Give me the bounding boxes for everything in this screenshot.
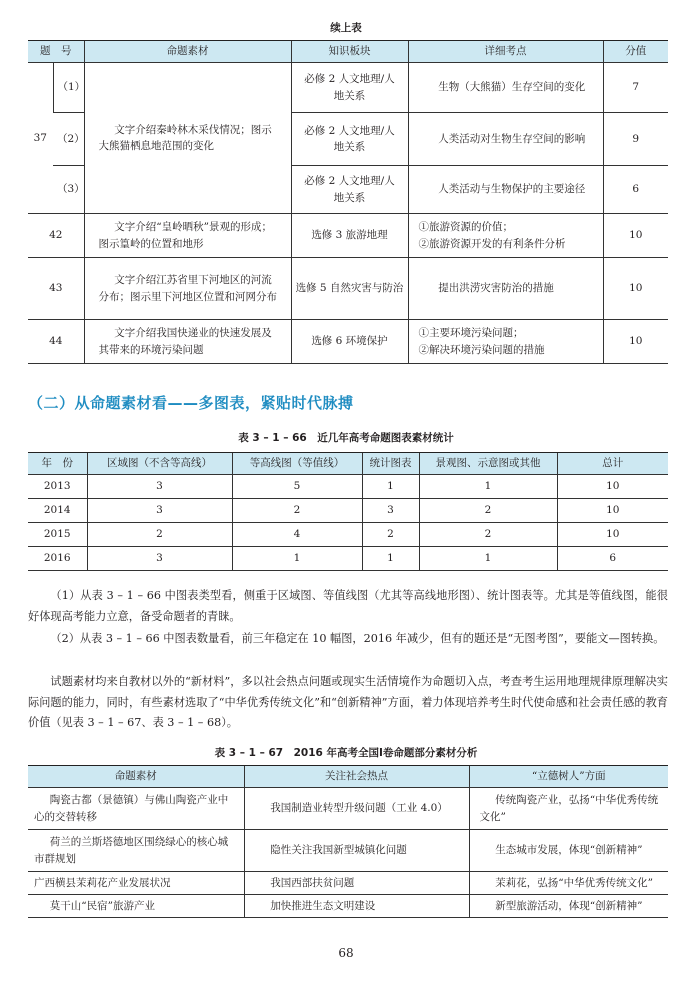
t1-header-module: 知识板块: [291, 41, 408, 63]
t1-q37-material: 文字介绍秦岭林木采伐情况；图示大熊猫栖息地范围的变化: [84, 63, 291, 214]
t3-cell: 新型旅游活动，体现“创新精神”: [469, 895, 668, 918]
t1-q37-point: 生物（大熊猫）生存空间的变化: [408, 63, 603, 113]
t1-header-number: 题 号: [28, 41, 84, 63]
t1-row-score: 10: [603, 258, 668, 320]
t1-row-material: 文字介绍江苏省里下河地区的河流分布；图示里下河地区位置和河网分布: [84, 258, 291, 320]
t3-cell: 隐性关注我国新型城镇化问题: [244, 830, 469, 872]
t2-cell: 1: [232, 547, 362, 571]
t2-cell: 2: [232, 499, 362, 523]
t1-row-number: 43: [28, 258, 84, 320]
t1-row-material: 文字介绍我国快递业的快速发展及其带来的环境污染问题: [84, 320, 291, 364]
t2-cell: 5: [232, 475, 362, 499]
t1-header-score: 分值: [603, 41, 668, 63]
t1-row-point-line: ①旅游资源的价值；: [418, 221, 513, 234]
table3-caption: 表 3 – 1 – 67 2016 年高考全国Ⅰ卷命题部分素材分析: [214, 747, 478, 759]
t1-q37-point: 人类活动与生物保护的主要途径: [408, 166, 603, 214]
t2-cell: 10: [557, 475, 668, 499]
t2-cell: 2: [419, 499, 557, 523]
t1-row-point-line: ②旅游资源开发的有利条件分析: [418, 237, 566, 250]
t1-row-module: 选修 5 自然灾害与防治: [291, 258, 408, 320]
t1-q37-sub: （1）: [53, 63, 84, 113]
t2-cell: 3: [87, 499, 232, 523]
t1-q37-point: 人类活动对生物生存空间的影响: [408, 113, 603, 166]
t1-q37-module: 必修 2 人文地理/人地关系: [291, 113, 408, 166]
t1-q37-module: 必修 2 人文地理/人地关系: [291, 166, 408, 214]
t2-cell: 2: [87, 523, 232, 547]
t1-header-point: 详细考点: [408, 41, 603, 63]
t1-row-points: 提出洪涝灾害防治的措施: [408, 258, 603, 320]
t1-row-material: 文字介绍“皇岭晒秋”景观的形成；图示篁岭的位置和地形: [84, 214, 291, 258]
t3-cell: 我国西部扶贫问题: [244, 872, 469, 895]
t1-row-points: [408, 214, 603, 258]
t2-cell: 10: [557, 499, 668, 523]
t2-cell: 6: [557, 547, 668, 571]
t2-cell: 4: [232, 523, 362, 547]
t3-cell: 荷兰的兰斯塔德地区围绕绿心的核心城市群规划: [28, 830, 244, 872]
t2-cell: 10: [557, 523, 668, 547]
t1-row-module: 选修 6 环境保护: [291, 320, 408, 364]
t1-q37-number: 37: [28, 63, 53, 214]
t2-cell: 1: [362, 475, 419, 499]
table1-caption: 续上表: [330, 22, 362, 34]
page-number: 68: [338, 946, 354, 960]
t2-cell: 2014: [28, 499, 87, 523]
paragraph-1: （1）从表 3 – 1 – 66 中图表类型看，侧重于区域图、等值线图（尤其等高线地形图）、统计图表等。尤其是等值线图，能很好体现高考能力立意，备受命题者的青睐。: [28, 589, 668, 623]
t2-header-year: 年 份: [28, 453, 87, 475]
t2-header-landscape: 景观图、示意图或其他: [419, 453, 557, 475]
t2-cell: 1: [419, 475, 557, 499]
t3-cell: 我国制造业转型升级问题（工业 4.0）: [244, 788, 469, 830]
section-heading: （二）从命题素材看——多图表，紧贴时代脉搏: [28, 394, 354, 412]
t3-cell: 茉莉花，弘扬“中华优秀传统文化”: [469, 872, 668, 895]
t2-cell: 3: [87, 475, 232, 499]
t1-q37-sub: （3）: [53, 166, 84, 214]
t2-cell: 2015: [28, 523, 87, 547]
t2-cell: 3: [87, 547, 232, 571]
t2-cell: 2: [362, 523, 419, 547]
t3-cell: 陶瓷古都（景德镇）与佛山陶瓷产业中心的交替转移: [28, 788, 244, 830]
t2-cell: 1: [362, 547, 419, 571]
t2-cell: 2: [419, 523, 557, 547]
t3-header-hotspot: 关注社会热点: [244, 766, 469, 788]
t2-cell: 3: [362, 499, 419, 523]
t3-cell: 生态城市发展，体现“创新精神”: [469, 830, 668, 872]
t1-row-score: 10: [603, 214, 668, 258]
table2: [28, 452, 668, 571]
table1: [28, 40, 668, 364]
t1-row-point-line: ②解决环境污染问题的措施: [418, 343, 545, 356]
t3-cell: 广西横县茉莉花产业发展状况: [28, 872, 244, 895]
t2-cell: 2016: [28, 547, 87, 571]
t1-row-score: 10: [603, 320, 668, 364]
t2-cell: 2013: [28, 475, 87, 499]
t1-q37-score: 7: [603, 63, 668, 113]
t1-header-material: 命题素材: [84, 41, 291, 63]
t2-header-stat: 统计图表: [362, 453, 419, 475]
t3-cell: 莫干山“民宿”旅游产业: [28, 895, 244, 918]
t1-row-module: 选修 3 旅游地理: [291, 214, 408, 258]
t1-row-number: 42: [28, 214, 84, 258]
t2-header-contour: 等高线图（等值线）: [232, 453, 362, 475]
t3-header-material: 命题素材: [28, 766, 244, 788]
t1-q37-sub: （2）: [53, 113, 84, 166]
t2-header-total: 总计: [557, 453, 668, 475]
paragraph-3: 试题素材均来自教材以外的“新材料”，多以社会热点问题或现实生活情境作为命题切入点，考查考生运用地理规律原理解决实际问题的能力，同时，有些素材选取了“中华优秀传统文化”和“创新精神”方面，着力体现培养考生时代使命感和社会责任感的教育价值（见表 3 – 1 – 67、表 3 – 1 – 68）。: [28, 675, 668, 729]
t1-row-point-line: ①主要环境污染问题；: [418, 327, 524, 340]
t1-q37-score: 6: [603, 166, 668, 214]
t1-row-points: [408, 320, 603, 364]
t3-header-moral: “立德树人”方面: [469, 766, 668, 788]
t1-row-number: 44: [28, 320, 84, 364]
t3-cell: 传统陶瓷产业，弘扬“中华优秀传统文化”: [469, 788, 668, 830]
paragraph-2: （2）从表 3 – 1 – 66 中图表数量看，前三年稳定在 10 幅图，2016 年减少，但有的题还是“无图考图”，要能文—图转换。: [50, 632, 665, 645]
t1-q37-module: 必修 2 人文地理/人地关系: [291, 63, 408, 113]
t2-cell: 1: [419, 547, 557, 571]
t1-q37-score: 9: [603, 113, 668, 166]
table3: [28, 765, 668, 918]
t2-header-region: 区域图（不含等高线）: [87, 453, 232, 475]
t3-cell: 加快推进生态文明建设: [244, 895, 469, 918]
table2-caption: 表 3 – 1 – 66 近几年高考命题图表素材统计: [238, 432, 454, 444]
